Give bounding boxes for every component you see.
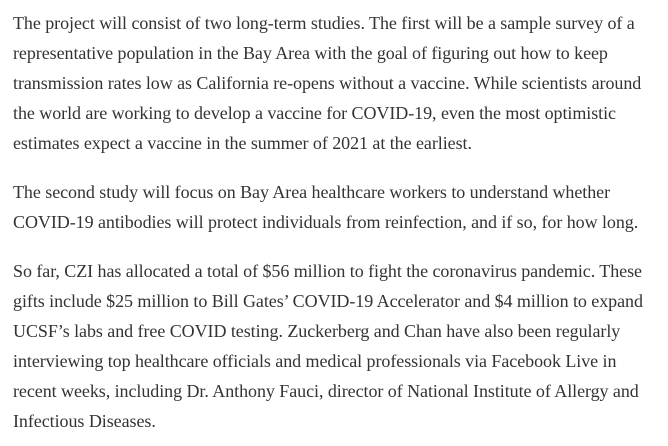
paragraph-studies-overview: The project will consist of two long-term studies. The first will be a sample survey of a representative population in the Bay Area with the goal of figuring out how to keep transmission rates low as California re-opens without a vaccine. While scientists around the world are working to develop a vaccine for COVID-19, even the most optimistic estimates expect a vaccine in the summer of 2021 at the earliest. [13,13,642,153]
paragraph-second-study: The second study will focus on Bay Area healthcare workers to understand whether COVID-19 antibodies will protect individuals from reinfection, and if so, for how long. [13,182,639,232]
paragraph-czi-funding: So far, CZI has allocated a total of $56 million to fight the coronavirus pandemic. These gifts include $25 million to Bill Gates’ COVID-19 Accelerator and $4 million to expand UCSF’s labs and free COVID testing. Zuckerberg and Chan have also been regularly interviewing top healthcare officials and medical professionals via Facebook Live in recent weeks, including Dr. Anthony Fauci, director of National Institute of Allergy and Infectious Diseases. [13,261,643,431]
